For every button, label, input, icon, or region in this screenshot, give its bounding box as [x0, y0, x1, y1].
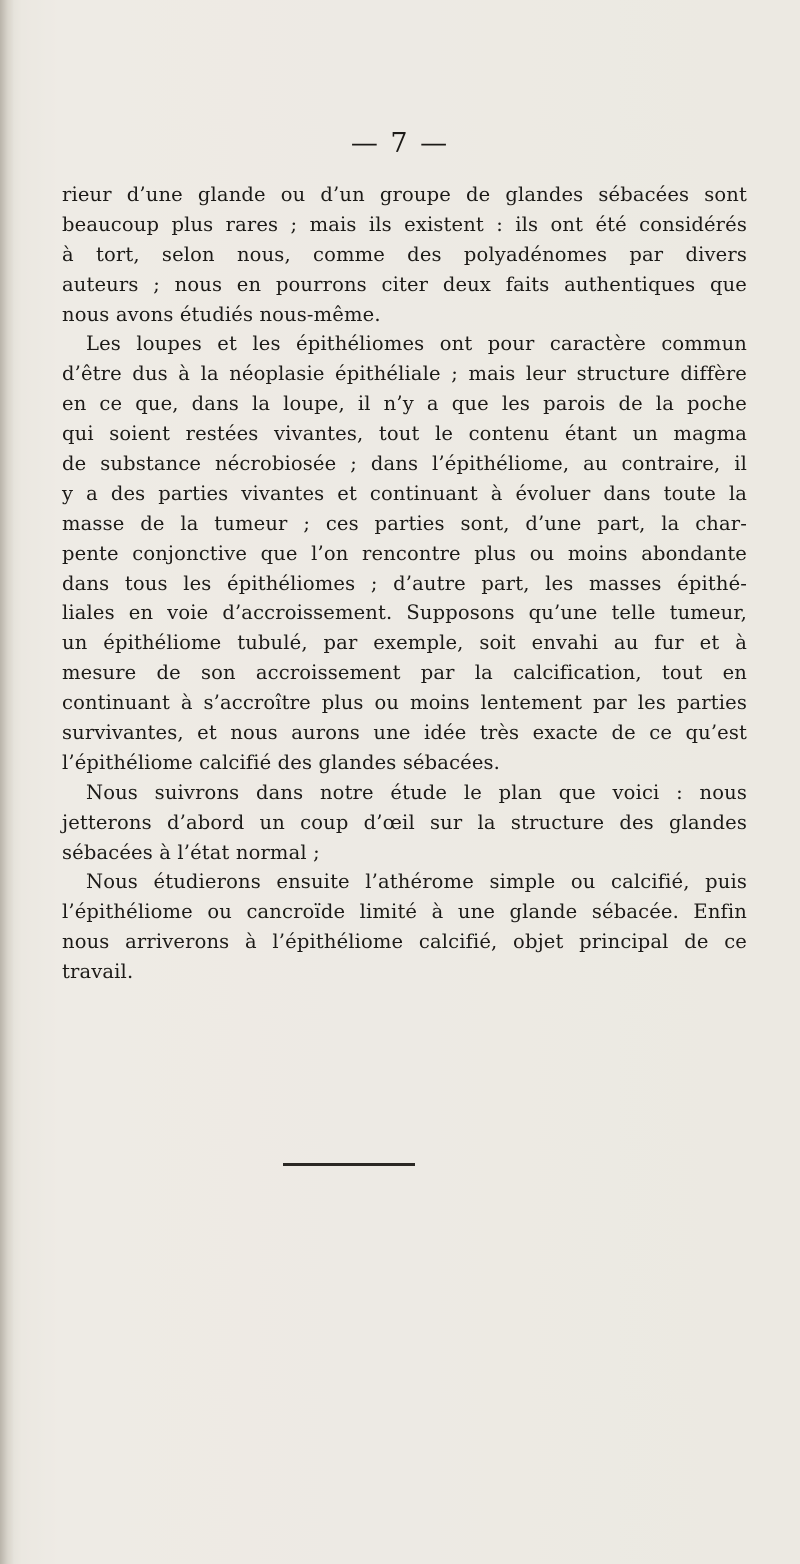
text-line: continuant à s’accroître plus ou moins lentement par les parties [62, 691, 747, 715]
text-line: à tort, selon nous, comme des polyadénomes par divers [62, 242, 747, 266]
text-line: un épithéliome tubulé, par exemple, soit envahi au fur et à [62, 631, 747, 655]
text-line: rieur d’une glande ou d’un groupe de glandes sébacées sont [62, 183, 747, 206]
body-text [62, 180, 747, 987]
text-line: beaucoup plus rares ; mais ils existent : ils ont été considérés [62, 212, 747, 236]
page-number: — 7 — [350, 128, 450, 159]
text-line: jetterons d’abord un coup d’œil sur la structure des glandes [62, 810, 747, 834]
page-binding-shadow [0, 0, 14, 1564]
text-line: qui soient restées vivantes, tout le contenu étant un magma [62, 422, 747, 446]
text-line: liales en voie d’accroissement. Supposons qu’une telle tumeur, [62, 601, 747, 625]
section-end-rule [283, 1163, 415, 1166]
text-line: d’être dus à la néoplasie épithéliale ; mais leur structure diffère [62, 362, 747, 386]
text-line: pente conjonctive que l’on rencontre plus ou moins abondante [62, 541, 747, 565]
text-line: survivantes, et nous aurons une idée très exacte de ce qu’est [62, 721, 747, 745]
text-line: nous arriverons à l’épithéliome calcifié, objet principal de ce [62, 930, 747, 954]
text-line: sébacées à l’état normal ; [62, 840, 320, 864]
text-line: travail. [62, 960, 134, 984]
text-line: mesure de son accroissement par la calcification, tout en [62, 661, 747, 685]
text-line: l’épithéliome calcifié des glandes sébacées. [62, 750, 501, 774]
text-line: masse de la tumeur ; ces parties sont, d’une part, la char- [62, 511, 747, 535]
text-line: Nous étudierons ensuite l’athérome simple ou calcifié, puis [86, 870, 747, 894]
text-line: Les loupes et les épithéliomes ont pour caractère commun [86, 332, 747, 356]
text-line: Nous suivrons dans notre étude le plan que voici : nous [86, 780, 747, 804]
text-line: nous avons étudiés nous-même. [62, 302, 381, 326]
text-line: y a des parties vivantes et continuant à évoluer dans toute la [62, 481, 747, 505]
text-line: en ce que, dans la loupe, il n’y a que les parois de la poche [62, 392, 747, 416]
text-line: l’épithéliome ou cancroïde limité à une glande sébacée. Enfin [62, 900, 747, 924]
text-line: auteurs ; nous en pourrons citer deux faits authentiques que [62, 272, 747, 296]
text-line: dans tous les épithéliomes ; d’autre part, les masses épithé- [62, 571, 747, 595]
text-line: de substance nécrobiosée ; dans l’épithéliome, au contraire, il [62, 452, 747, 476]
